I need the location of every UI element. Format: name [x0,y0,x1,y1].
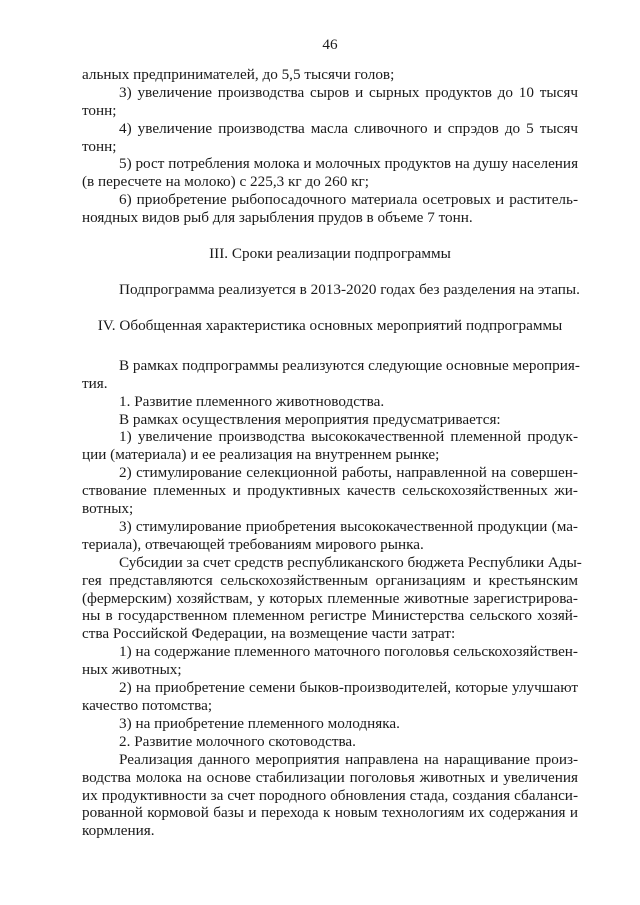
text-line: 2) на приобретение семени быков-производителей, которые улучшают [119,679,578,697]
text-line: 1) на содержание племенного маточного поголовья сельскохозяйствен- [119,643,578,661]
text-block-bottom [82,356,582,840]
text-line: 3) на приобретение племенного молодняка. [119,714,400,732]
text-line: альных предпринимателей, до 5,5 тысячи голов; [82,65,395,83]
text-line: Субсидии за счет средств республиканского бюджета Республики Ады- [119,553,582,571]
text-line: качество потомства; [82,697,213,714]
document-page [82,36,582,840]
text-line: В рамках подпрограммы реализуются следующие основные мероприя- [119,356,580,374]
text-line: вотных; [82,500,134,518]
page-number: 46 [322,36,338,53]
text-line: 3) стимулирование приобретения высококачественной продукции (ма- [119,517,578,535]
text-line: кормления. [82,822,155,840]
section-heading-iii: III. Сроки реализации подпрограммы [209,245,451,263]
section-heading-iv: IV. Обобщенная характеристика основных мероприятий подпрограммы [97,316,563,334]
text-line: 2) стимулирование селекционной работы, направленной на совершен- [119,464,578,482]
text-line: рованной кормовой базы и перехода к новым технологиям их содержания и [82,804,578,822]
text-line: 6) приобретение рыбопосадочного материала осетровых и раститель- [119,191,578,209]
text-line: ствование племенных и продуктивных качеств сельскохозяйственных жи- [82,482,578,500]
text-line: (в пересчете на молоко) с 225,3 кг до 260 кг; [82,173,369,191]
text-line: ноядных видов рыб для зарыбления прудов в объеме 7 тонн. [82,209,473,227]
text-line: гея представляются сельскохозяйственным организациям и крестьянским [82,571,578,589]
text-line: тия. [82,374,108,392]
text-line: ства Российской Федерации, на возмещение части затрат: [82,625,456,643]
text-line: 5) рост потребления молока и молочных продуктов на душу населения [119,155,579,173]
text-line: В рамках осуществления мероприятия предусматривается: [119,410,501,428]
text-line: их продуктивности за счет породного обновления стада, создания сбаланси- [82,786,578,804]
text-line: (фермерским) хозяйствам, у которых племенные животные зарегистрирова- [82,589,578,607]
text-line: териала), отвечающей требованиям мирового рынка. [82,535,424,553]
text-line: тонн; [82,101,117,119]
text-line: 1. Развитие племенного животноводства. [119,392,385,410]
text-line: ны в государственном племенном регистре Министерства сельского хозяй- [82,607,578,625]
text-block-top [82,66,578,227]
text-line: Реализация данного мероприятия направлена на наращивание произ- [119,750,578,768]
text-line: 4) увеличение производства масла сливочного и спрэдов до 5 тысяч [119,119,578,137]
text-line: 2. Развитие молочного скотоводства. [119,732,356,750]
text-line: ции (материала) и ее реализация на внутреннем рынке; [82,446,440,464]
text-line: тонн; [82,137,117,155]
text-line: 3) увеличение производства сыров и сырных продуктов до 10 тысяч [119,83,578,101]
section-iii-text: Подпрограмма реализуется в 2013-2020 годах без разделения на этапы. [119,280,580,298]
text-line: водства молока на основе стабилизации поголовья животных и увеличения [82,768,578,786]
text-line: ных животных; [82,661,182,679]
text-line: 1) увеличение производства высококачественной племенной продук- [119,428,578,446]
